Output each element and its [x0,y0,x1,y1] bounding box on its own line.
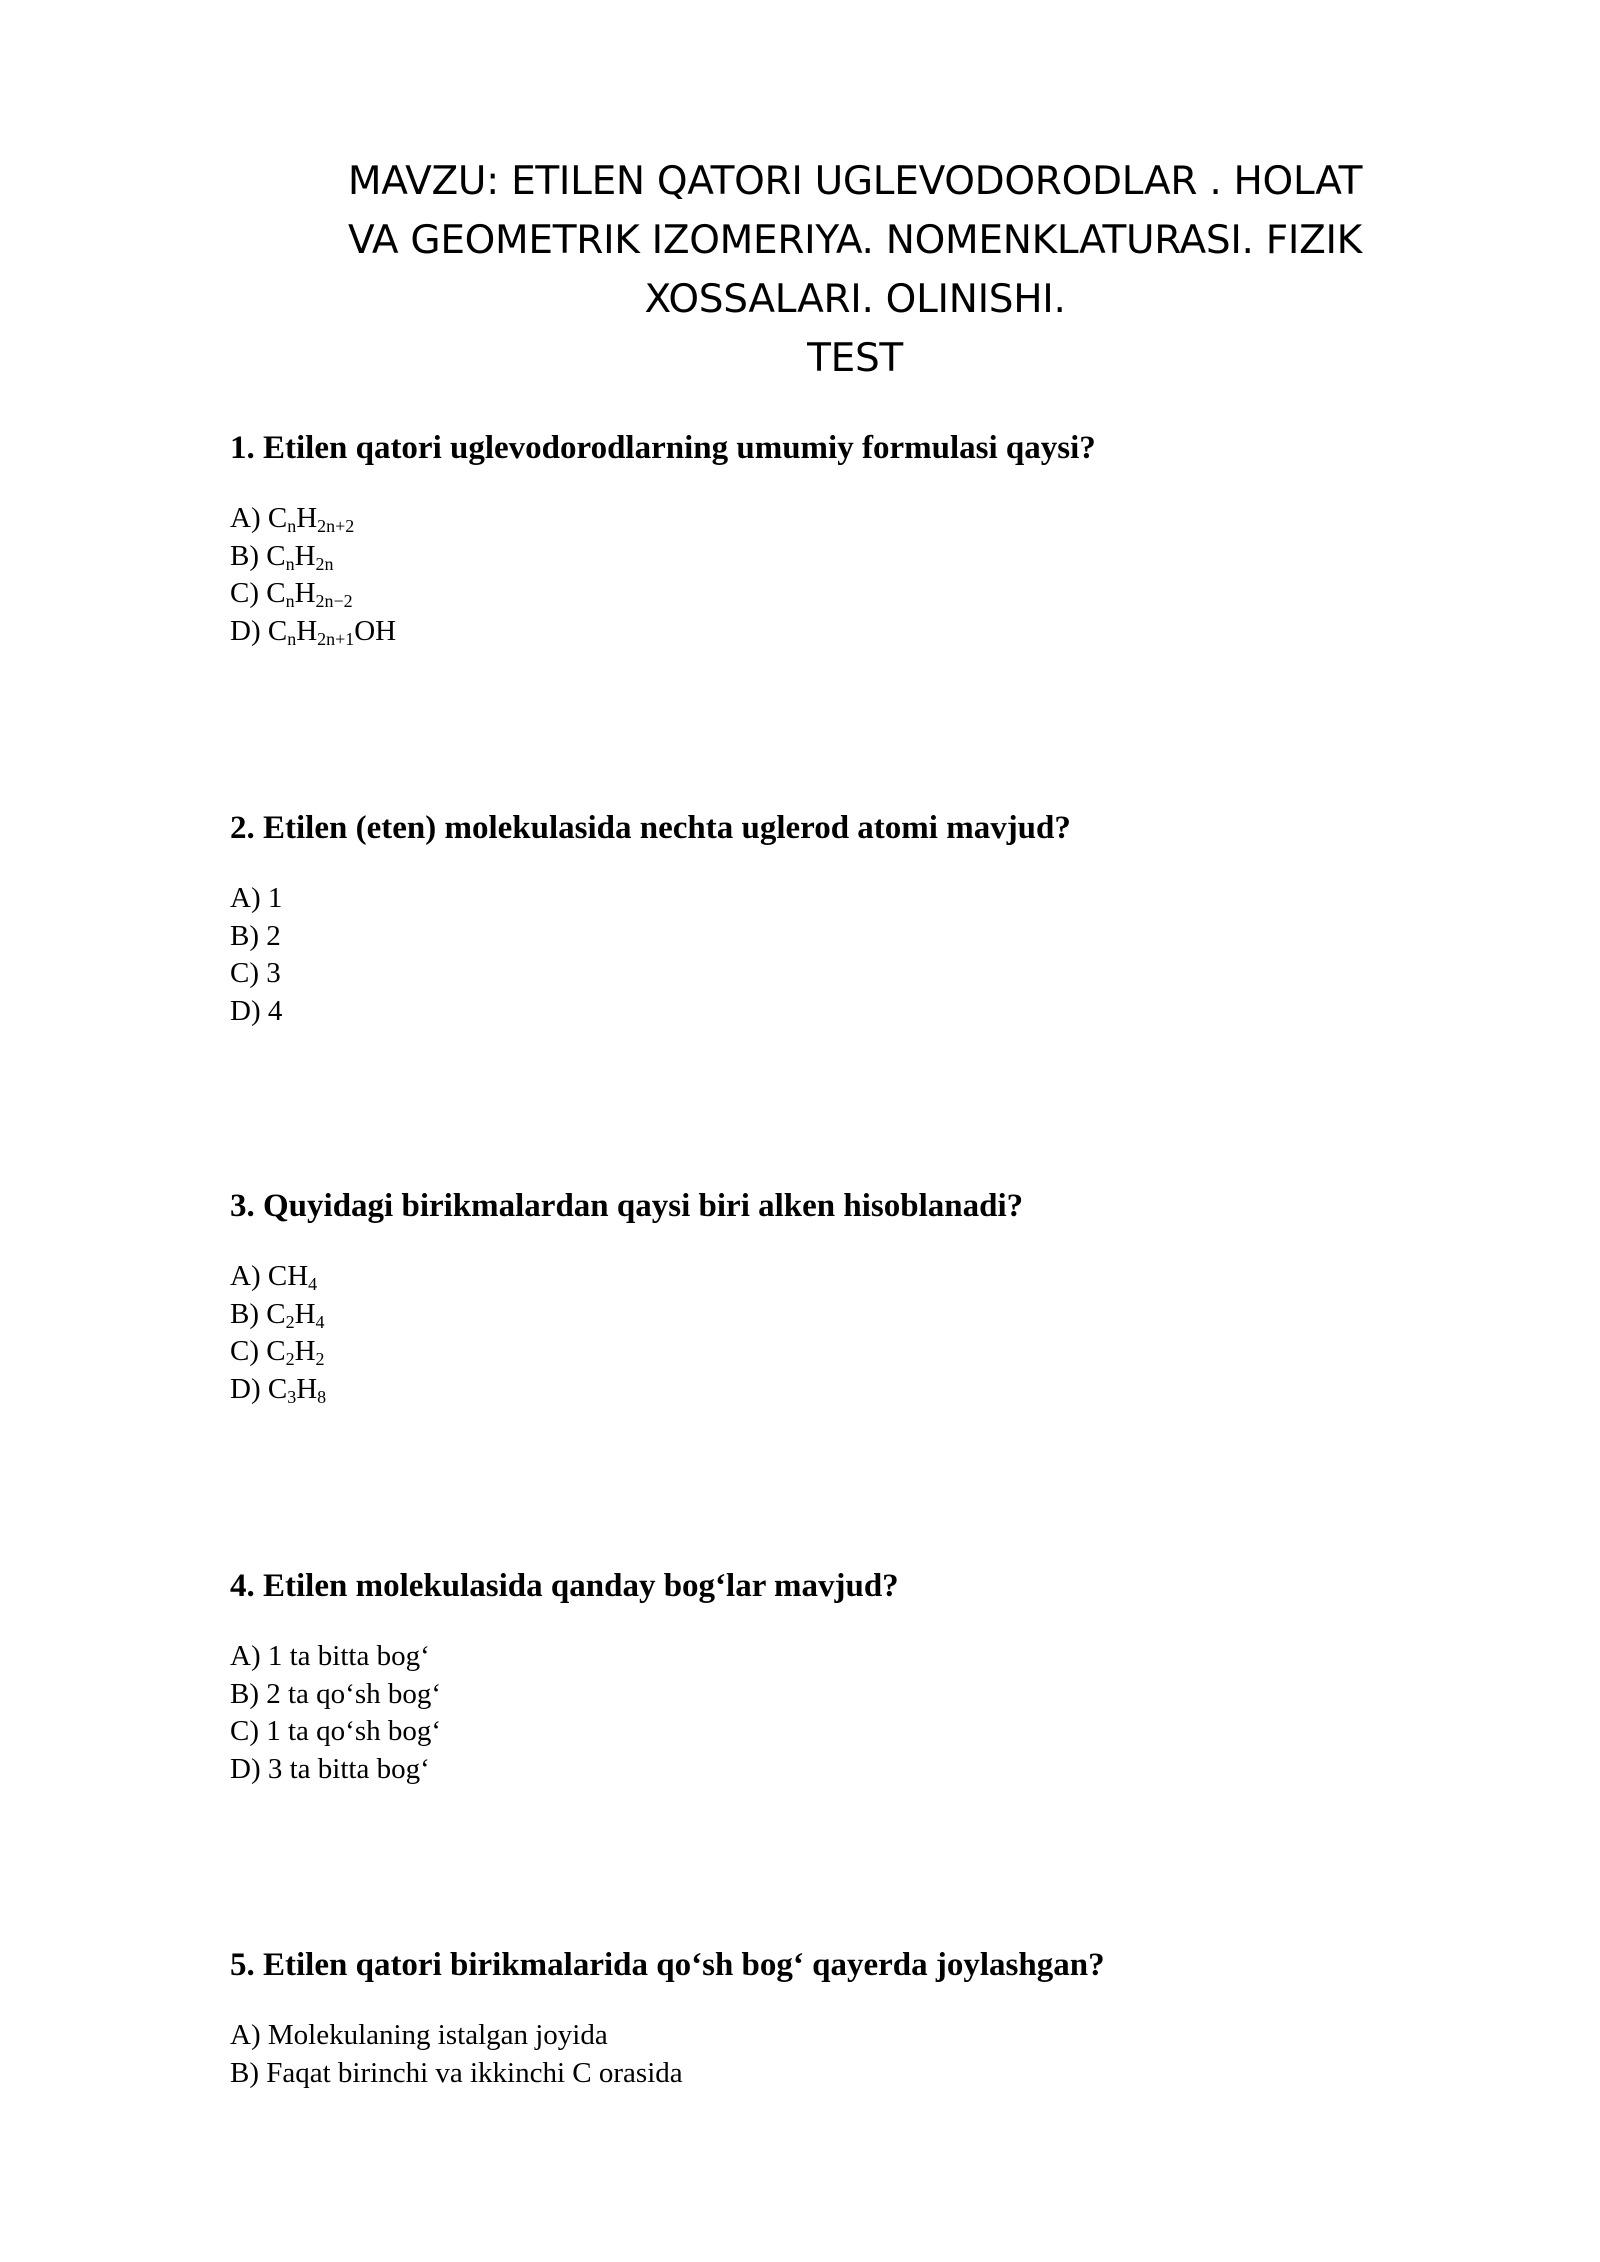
subscript: 4 [308,1274,318,1295]
subscript: 2 [285,1349,295,1370]
option-text: D) 3 ta bitta bog‘ [230,1752,430,1785]
answer-option [230,1751,1530,1789]
option-text: B) 2 [230,919,281,952]
answer-option [230,1296,1530,1334]
option-text: C) C [230,577,286,609]
option-text: D) C [230,1372,288,1405]
option-text: C) 1 ta qo‘sh bog‘ [230,1715,442,1747]
subscript: 2n−2 [315,591,353,612]
option-text: H [294,539,316,572]
subscript: 3 [287,1386,297,1407]
answer-option [230,1676,1530,1714]
question-text: 2. Etilen (eten) molekulasida nechta uglerod atomi mavjud? [230,810,1071,846]
answer-option [230,1258,1530,1296]
option-text: D) C [230,614,288,647]
question-3 [230,1186,1530,1408]
option-text: H [294,1297,316,1330]
answer-option [230,2017,1530,2055]
subscript: 4 [315,1311,325,1332]
answer-option [230,575,1530,613]
option-text: B) C [230,1297,286,1330]
question-2 [230,808,1530,1030]
answer-option [230,880,1530,918]
option-text: A) CH [230,1260,309,1292]
option-list [230,1638,1530,1788]
option-text: C) C [230,1335,286,1367]
answer-option [230,955,1530,993]
title-line: TEST [807,336,903,381]
subscript: n [285,591,295,612]
option-text: A) Molekulaning istalgan joyida [230,2019,608,2051]
answer-option [230,613,1530,651]
answer-option [230,1713,1530,1751]
option-text: H [296,502,318,534]
subscript: n [285,553,295,574]
subscript: n [287,516,297,537]
answer-option [230,918,1530,956]
option-text: OH [354,614,397,647]
option-text: D) 4 [230,994,283,1027]
option-text: B) 2 ta qo‘sh bog‘ [230,1677,442,1710]
question-4 [230,1566,1530,1788]
option-text: H [296,1372,318,1405]
option-text: C) 3 [230,957,281,989]
question-5 [230,1945,1530,2092]
question-text: 3. Quyidagi birikmalardan qaysi biri alken hisoblanadi? [230,1188,1024,1224]
option-text: H [296,614,318,647]
answer-option [230,1333,1530,1371]
option-text: H [294,577,316,609]
question-text: 5. Etilen qatori birikmalarida qo‘sh bog‘ qayerda joylashgan? [230,1947,1105,1983]
answer-option [230,1638,1530,1676]
answer-option [230,500,1530,538]
title-line: XOSSALARI. OLINISHI. [644,277,1066,322]
subscript: 2 [315,1349,325,1370]
question-text: 4. Etilen molekulasida qanday bog‘lar mavjud? [230,1568,899,1604]
title-line: MAVZU: ETILEN QATORI UGLEVODORODLAR . HOLAT [347,159,1363,204]
subscript: 2 [285,1311,295,1332]
option-text: A) C [230,502,288,534]
option-text: B) Faqat birinchi va ikkinchi C orasida [230,2056,683,2089]
question-text: 1. Etilen qatori uglevodorodlarning umumiy formulasi qaysi? [230,430,1096,466]
question-1 [230,428,1530,650]
subscript: 2n+2 [317,516,355,537]
option-text: A) 1 [230,882,283,914]
answer-option [230,2055,1530,2093]
subscript: 8 [317,1386,327,1407]
option-list [230,880,1530,1030]
answer-option [230,1371,1530,1409]
option-list [230,1258,1530,1408]
answer-option [230,993,1530,1031]
subscript: 2n+1 [317,628,355,649]
subscript: n [287,628,297,649]
option-list [230,500,1530,650]
option-text: A) 1 ta bitta bog‘ [230,1640,430,1672]
title-line: VA GEOMETRIK IZOMERIYA. NOMENKLATURASI. FIZIK [348,218,1362,263]
option-text: B) C [230,539,286,572]
document-title [300,152,1410,388]
option-text: H [294,1335,316,1367]
option-list [230,2017,1530,2092]
answer-option [230,538,1530,576]
subscript: 2n [315,553,334,574]
